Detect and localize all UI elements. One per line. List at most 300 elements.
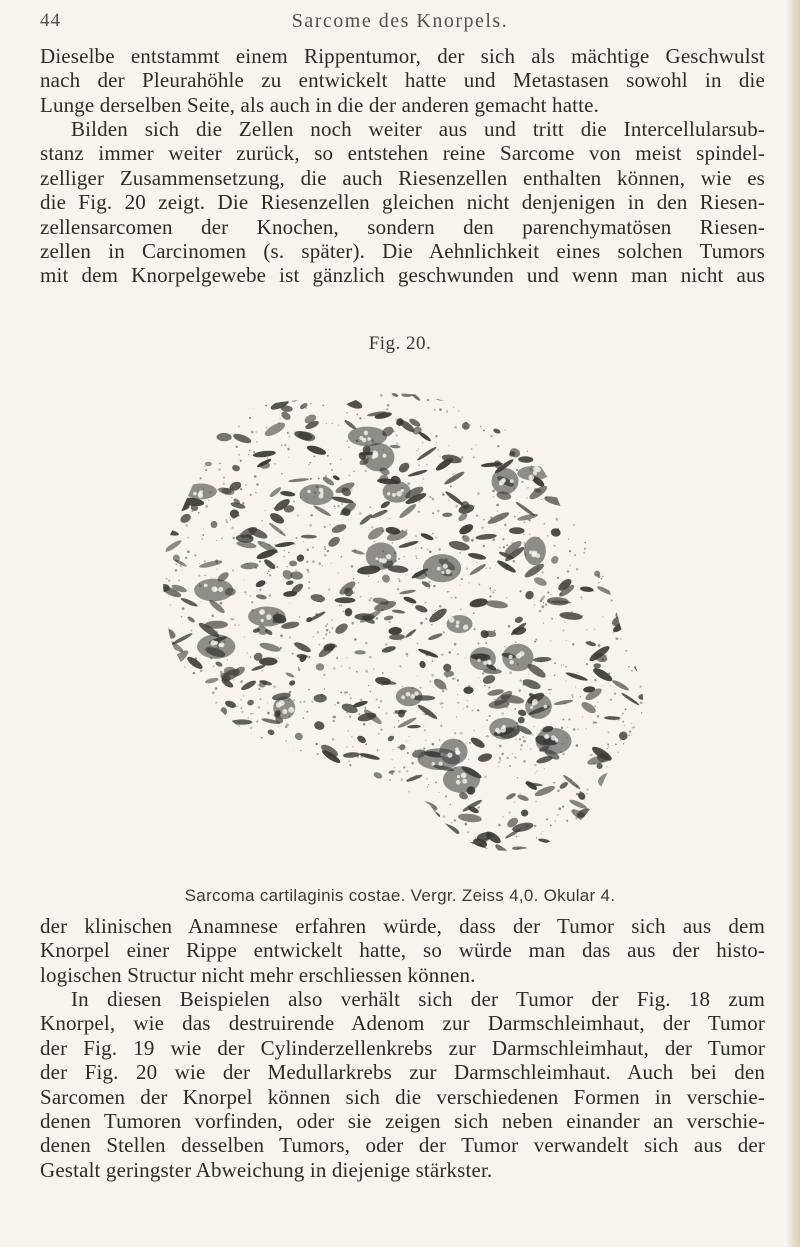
stipple-dot xyxy=(252,713,253,714)
stipple-dot xyxy=(229,823,230,824)
spindle-cell xyxy=(293,640,312,654)
spindle-cell xyxy=(175,730,195,747)
spindle-cell xyxy=(313,720,325,731)
stipple-dot xyxy=(432,498,435,501)
stipple-dot xyxy=(433,816,434,817)
stipple-dot xyxy=(207,775,208,776)
spindle-cell xyxy=(154,775,171,780)
stipple-dot xyxy=(206,398,208,400)
stipple-dot xyxy=(283,787,284,788)
giant-cell-nucleus xyxy=(227,750,232,755)
stipple-dot xyxy=(501,417,502,418)
stipple-dot xyxy=(503,546,505,548)
stipple-dot xyxy=(219,564,220,565)
stipple-dot xyxy=(348,520,349,521)
spindle-cell xyxy=(611,679,630,692)
stipple-dot xyxy=(593,721,595,723)
spindle-cell xyxy=(288,478,309,483)
stipple-dot xyxy=(579,435,580,436)
spindle-cell xyxy=(641,791,659,803)
stipple-dot xyxy=(313,455,315,457)
stipple-dot xyxy=(586,793,588,795)
stipple-dot xyxy=(514,708,516,710)
spindle-cell xyxy=(427,606,448,625)
giant-cell-nucleus xyxy=(461,773,467,779)
stipple-dot xyxy=(223,477,225,479)
giant-cell xyxy=(598,771,640,791)
stipple-dot xyxy=(223,482,225,484)
spindle-cell xyxy=(626,539,648,557)
stipple-dot xyxy=(203,528,204,529)
stipple-dot xyxy=(346,657,347,658)
stipple-dot xyxy=(241,707,243,709)
stipple-dot xyxy=(547,535,549,537)
stipple-dot xyxy=(566,820,568,822)
stipple-dot xyxy=(310,478,312,480)
stipple-dot xyxy=(358,582,359,583)
stipple-dot xyxy=(446,410,449,413)
spindle-cell xyxy=(293,731,304,741)
spindle-cell xyxy=(337,840,346,845)
stipple-dot xyxy=(332,423,333,424)
stipple-dot xyxy=(627,607,629,609)
stipple-dot xyxy=(326,629,329,632)
stipple-dot xyxy=(232,679,234,681)
stipple-dot xyxy=(566,680,567,681)
stipple-dot xyxy=(499,745,502,748)
stipple-dot xyxy=(392,542,394,544)
stipple-dot xyxy=(218,468,220,470)
stipple-dot xyxy=(241,711,243,713)
stipple-dot xyxy=(359,845,360,846)
spindle-cell xyxy=(348,807,362,812)
stipple-dot xyxy=(400,665,402,667)
stipple-dot xyxy=(227,659,229,661)
spindle-cell xyxy=(174,442,193,456)
stipple-dot xyxy=(423,841,424,842)
stipple-dot xyxy=(267,702,268,703)
stipple-dot xyxy=(501,712,504,715)
spindle-cell xyxy=(247,754,269,763)
stipple-dot xyxy=(288,552,290,554)
stipple-dot xyxy=(547,591,549,593)
stipple-dot xyxy=(195,790,197,792)
stipple-dot xyxy=(352,807,353,808)
stipple-dot xyxy=(174,395,176,397)
stipple-dot xyxy=(438,450,439,451)
stipple-dot xyxy=(466,568,469,571)
stipple-dot xyxy=(337,775,339,777)
stipple-dot xyxy=(557,583,558,584)
spindle-cell xyxy=(625,461,636,470)
stipple-dot xyxy=(241,777,244,780)
stipple-dot xyxy=(412,605,413,606)
stipple-dot xyxy=(603,832,606,835)
spindle-cell xyxy=(243,778,259,793)
stipple-dot xyxy=(610,685,611,686)
stipple-dot xyxy=(287,448,290,451)
stipple-dot xyxy=(345,770,347,772)
stipple-dot xyxy=(507,757,509,759)
stipple-dot xyxy=(341,503,343,505)
stipple-dot xyxy=(219,809,220,810)
stipple-dot xyxy=(307,711,309,713)
stipple-dot xyxy=(439,605,442,608)
stipple-dot xyxy=(476,444,477,445)
spindle-cell xyxy=(639,644,646,651)
stipple-dot xyxy=(323,637,325,639)
spindle-cell xyxy=(200,723,224,738)
stipple-dot xyxy=(166,476,168,478)
stipple-dot xyxy=(607,731,609,733)
stipple-dot xyxy=(457,694,459,696)
giant-cell xyxy=(536,728,572,754)
spindle-cell xyxy=(623,408,633,417)
stipple-dot xyxy=(265,510,266,511)
spindle-cell xyxy=(469,597,489,609)
giant-cell-nucleus xyxy=(446,569,451,574)
spindle-cell xyxy=(569,807,593,826)
giant-cell-nucleus xyxy=(212,586,218,592)
stipple-dot xyxy=(561,463,563,465)
stipple-dot xyxy=(468,759,469,760)
spindle-cell xyxy=(591,484,600,490)
spindle-cell xyxy=(157,493,179,504)
spindle-cell xyxy=(505,792,517,801)
stipple-dot xyxy=(498,761,500,763)
stipple-dot xyxy=(199,702,201,704)
spindle-cell xyxy=(512,846,529,851)
stipple-dot xyxy=(468,799,469,800)
stipple-dot xyxy=(624,725,625,726)
spindle-cell xyxy=(642,610,656,616)
stipple-dot xyxy=(194,804,195,805)
spindle-cell xyxy=(438,821,461,836)
stipple-dot xyxy=(403,766,405,768)
stipple-dot xyxy=(568,538,569,539)
stipple-dot xyxy=(300,750,302,752)
stipple-dot xyxy=(420,622,423,625)
stipple-dot xyxy=(515,757,517,759)
stipple-dot xyxy=(545,435,547,437)
stipple-dot xyxy=(272,714,273,715)
stipple-dot xyxy=(324,757,325,758)
stipple-dot xyxy=(361,784,364,787)
stipple-dot xyxy=(399,580,401,582)
stipple-dot xyxy=(325,633,327,635)
stipple-dot xyxy=(553,782,555,784)
stipple-dot xyxy=(231,497,232,498)
spindle-cell xyxy=(641,464,651,471)
stipple-dot xyxy=(240,460,242,462)
stipple-dot xyxy=(590,513,592,515)
spindle-cell xyxy=(636,544,644,550)
spindle-cell xyxy=(463,687,473,694)
stipple-dot xyxy=(173,649,174,650)
stipple-dot xyxy=(374,541,375,542)
stipple-dot xyxy=(174,504,176,506)
spindle-cell xyxy=(263,420,287,439)
stipple-dot xyxy=(465,742,466,743)
giant-cell-nucleus xyxy=(261,619,264,622)
spindle-cell xyxy=(621,692,641,707)
text-line: denen Stellen desselben Tumors, oder der Tumor verwandelt sich aus der xyxy=(40,1133,765,1158)
stipple-dot xyxy=(244,636,245,637)
stipple-dot xyxy=(645,468,648,471)
stipple-dot xyxy=(427,839,428,840)
stipple-dot xyxy=(643,684,645,686)
stipple-dot xyxy=(373,391,375,393)
giant-cell-nucleus xyxy=(276,702,282,708)
stipple-dot xyxy=(230,393,232,395)
stipple-dot xyxy=(468,582,469,583)
stipple-dot xyxy=(365,743,367,745)
stipple-dot xyxy=(490,590,491,591)
stipple-dot xyxy=(261,670,262,671)
stipple-dot xyxy=(398,770,401,773)
stipple-dot xyxy=(346,780,348,782)
giant-cell-nucleus xyxy=(510,660,514,664)
giant-cell-nucleus xyxy=(530,706,533,709)
paragraph-1 xyxy=(40,44,765,117)
stipple-dot xyxy=(427,399,429,401)
stipple-dot xyxy=(253,798,254,799)
stipple-dot xyxy=(246,821,247,822)
stipple-dot xyxy=(428,587,430,589)
stipple-dot xyxy=(242,808,244,810)
stipple-dot xyxy=(339,604,341,606)
stipple-dot xyxy=(328,449,329,450)
stipple-dot xyxy=(191,715,193,717)
stipple-dot xyxy=(279,418,280,419)
stipple-dot xyxy=(502,538,504,540)
stipple-dot xyxy=(641,556,643,558)
stipple-dot xyxy=(556,409,557,410)
stipple-dot xyxy=(387,404,390,407)
stipple-dot xyxy=(607,748,608,749)
stipple-dot xyxy=(224,390,225,391)
stipple-dot xyxy=(641,574,644,577)
stipple-dot xyxy=(614,693,616,695)
stipple-dot xyxy=(586,663,588,665)
stipple-dot xyxy=(211,708,213,710)
stipple-dot xyxy=(319,828,321,830)
spindle-cell xyxy=(183,698,201,706)
stipple-dot xyxy=(376,698,378,700)
stipple-dot xyxy=(477,642,479,644)
spindle-cell xyxy=(634,738,648,751)
stipple-dot xyxy=(331,469,333,471)
giant-cell-nucleus xyxy=(375,557,378,560)
stipple-dot xyxy=(361,393,362,394)
stipple-dot xyxy=(558,807,561,810)
spindle-cell xyxy=(635,846,652,851)
stipple-dot xyxy=(308,587,310,589)
stipple-dot xyxy=(365,642,368,645)
stipple-dot xyxy=(334,704,335,705)
stipple-dot xyxy=(638,455,640,457)
giant-cell-nucleus xyxy=(456,621,460,625)
stipple-dot xyxy=(204,779,205,780)
stipple-dot xyxy=(517,777,518,778)
stipple-dot xyxy=(333,716,336,719)
stipple-dot xyxy=(319,562,321,564)
stipple-dot xyxy=(175,801,177,803)
stipple-dot xyxy=(324,390,326,392)
stipple-dot xyxy=(504,646,506,648)
stipple-dot xyxy=(308,581,310,583)
spindle-cell xyxy=(167,836,178,846)
spindle-cell xyxy=(205,462,212,466)
stipple-dot xyxy=(189,767,191,769)
stipple-dot xyxy=(463,708,464,709)
stipple-dot xyxy=(347,730,349,732)
stipple-dot xyxy=(364,707,366,709)
stipple-dot xyxy=(306,561,308,563)
stipple-dot xyxy=(483,519,485,521)
stipple-dot xyxy=(342,611,344,613)
stipple-dot xyxy=(208,500,209,501)
stipple-dot xyxy=(240,774,242,776)
stipple-dot xyxy=(448,500,450,502)
spindle-cell xyxy=(469,563,487,577)
giant-cell-nucleus xyxy=(441,571,444,574)
stipple-dot xyxy=(389,779,391,781)
stipple-dot xyxy=(481,527,483,529)
giant-cell-nucleus xyxy=(456,624,460,628)
spindle-cell xyxy=(524,589,536,601)
spindle-cell xyxy=(268,522,287,538)
stipple-dot xyxy=(335,769,337,771)
stipple-dot xyxy=(359,417,361,419)
stipple-dot xyxy=(608,746,609,747)
stipple-dot xyxy=(250,727,253,730)
spindle-cell xyxy=(611,509,625,521)
stipple-dot xyxy=(583,823,586,826)
stipple-dot xyxy=(348,446,350,448)
stipple-dot xyxy=(593,671,594,672)
stipple-dot xyxy=(224,733,227,736)
stipple-dot xyxy=(428,851,430,853)
stipple-dot xyxy=(562,629,564,631)
stipple-dot xyxy=(471,403,474,406)
stipple-dot xyxy=(546,818,548,820)
spindle-cell xyxy=(346,850,363,861)
stipple-dot xyxy=(192,395,194,397)
stipple-dot xyxy=(644,843,647,846)
spindle-cell xyxy=(187,446,210,454)
stipple-dot xyxy=(250,713,252,715)
stipple-dot xyxy=(283,556,285,558)
stipple-dot xyxy=(456,716,457,717)
stipple-dot xyxy=(225,519,227,521)
stipple-dot xyxy=(437,510,440,513)
stipple-dot xyxy=(497,445,500,448)
stipple-dot xyxy=(180,729,183,732)
spindle-cell xyxy=(572,439,596,454)
spindle-cell xyxy=(406,807,423,816)
stipple-dot xyxy=(289,827,290,828)
stipple-dot xyxy=(644,625,646,627)
giant-cell-nucleus xyxy=(373,450,378,455)
stipple-dot xyxy=(194,779,196,781)
stipple-dot xyxy=(593,422,595,424)
stipple-dot xyxy=(584,547,586,549)
giant-cell-nucleus xyxy=(443,564,448,569)
stipple-dot xyxy=(648,586,650,588)
spindle-cell xyxy=(419,805,442,819)
stipple-dot xyxy=(533,588,534,589)
giant-cell-nucleus xyxy=(544,734,549,739)
stipple-dot xyxy=(281,445,283,447)
stipple-dot xyxy=(171,432,173,434)
stipple-dot xyxy=(285,725,288,728)
spindle-cell xyxy=(390,445,401,449)
stipple-dot xyxy=(621,546,623,548)
giant-cell-nucleus xyxy=(447,753,452,758)
giant-cell-nucleus xyxy=(367,437,371,441)
stipple-dot xyxy=(632,726,634,728)
stipple-dot xyxy=(644,756,646,758)
stipple-dot xyxy=(330,805,332,807)
stipple-dot xyxy=(377,581,379,583)
stipple-dot xyxy=(341,666,342,667)
spindle-cell xyxy=(403,595,418,605)
stipple-dot xyxy=(640,686,642,688)
stipple-dot xyxy=(471,539,474,542)
stipple-dot xyxy=(581,597,583,599)
giant-cell-nucleus xyxy=(199,490,203,494)
stipple-dot xyxy=(473,612,475,614)
giant-cell-nucleus xyxy=(307,490,311,494)
stipple-dot xyxy=(442,493,445,496)
spindle-cell xyxy=(301,535,317,539)
stipple-dot xyxy=(395,418,397,420)
stipple-dot xyxy=(325,548,327,550)
spindle-cell xyxy=(356,818,374,829)
stipple-dot xyxy=(576,390,577,391)
stipple-dot xyxy=(349,805,351,807)
stipple-dot xyxy=(273,685,275,687)
stipple-dot xyxy=(535,855,537,857)
stipple-dot xyxy=(262,830,264,832)
stipple-dot xyxy=(486,568,487,569)
giant-cell-nucleus xyxy=(477,659,480,662)
stipple-dot xyxy=(509,671,512,674)
stipple-dot xyxy=(550,640,552,642)
stipple-dot xyxy=(377,749,379,751)
stipple-dot xyxy=(385,712,387,714)
stipple-dot xyxy=(625,593,627,595)
stipple-dot xyxy=(610,837,612,839)
stipple-dot xyxy=(473,730,475,732)
stipple-dot xyxy=(319,644,321,646)
stipple-dot xyxy=(401,778,403,780)
spindle-cell xyxy=(255,751,266,762)
stipple-dot xyxy=(187,537,189,539)
stipple-dot xyxy=(215,702,217,704)
spindle-cell xyxy=(634,723,650,737)
stipple-dot xyxy=(405,653,408,656)
stipple-dot xyxy=(334,505,336,507)
stipple-dot xyxy=(411,752,412,753)
stipple-dot xyxy=(606,766,608,768)
stipple-dot xyxy=(501,753,503,755)
stipple-dot xyxy=(642,750,644,752)
stipple-dot xyxy=(160,817,162,819)
stipple-dot xyxy=(607,810,609,812)
stipple-dot xyxy=(177,794,179,796)
